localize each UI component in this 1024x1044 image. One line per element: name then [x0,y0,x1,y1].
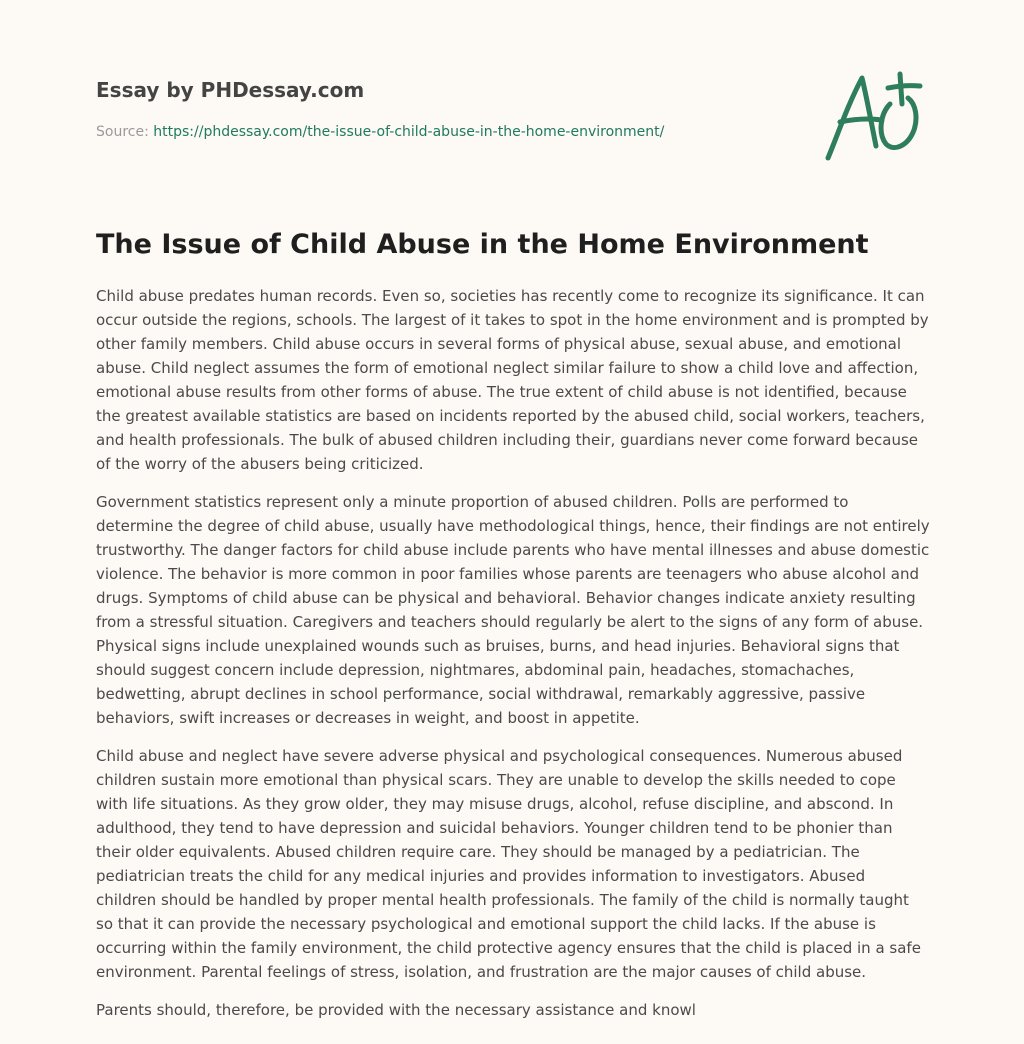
site-brand: Essay by PHDessay.com [96,78,365,102]
essay-paragraph: Government statistics represent only a minute proportion of abused children. Polls are performed to determine the degree of child abuse, usually have methodological things, hence, their findings are not entirely trustworthy. The danger factors for child abuse include parents who have mental illnesses and abuse domestic violence. The behavior is more common in poor families whose parents are teenagers who abuse alcohol and drugs. Symptoms of child abuse can be physical and behavioral. Behavior changes indicate anxiety resulting from a stressful situation. Caregivers and teachers should regularly be alert to the signs of any form of abuse. Physical signs include unexplained wounds such as bruises, burns, and head injuries. Behavioral signs that should suggest concern include depression, nightmares, abdominal pain, headaches, stomachaches, bedwetting, abrupt declines in school performance, social withdrawal, remarkably aggressive, passive behaviors, swift increases or decreases in weight, and boost in appetite. [96,493,930,727]
a-plus-grade-logo-icon [820,64,930,164]
source-link[interactable]: https://phdessay.com/the-issue-of-child-abuse-in-the-home-environment/ [153,124,665,140]
essay-paragraph: Child abuse and neglect have severe adverse physical and psychological consequences. Numerous abused children sustain more emotional than physical scars. They are unable to develop the skills needed to cope with life situations. As they grow older, they may misuse drugs, alcohol, refuse discipline, and abscond. In adulthood, they tend to have depression and suicidal behaviors. Younger children tend to be phonier than their older equivalents. Abused children require care. They should be managed by a pediatrician. The pediatrician treats the child for any medical injuries and provides information to investigators. Abused children should be handled by proper mental health professionals. The family of the child is normally taught so that it can provide the necessary psychological and emotional support the child lacks. If the abuse is occurring within the family environment, the child protective agency ensures that the child is placed in a safe environment. Parental feelings of stress, isolation, and frustration are the major causes of child abuse. [96,747,921,981]
source-line [96,122,776,142]
page-header [96,76,776,142]
essay-paragraph: Child abuse predates human records. Even so, societies has recently come to recognize its significance. It can occur outside the regions, schools. The largest of it takes to spot in the home environment and is prompted by other family members. Child abuse occurs in several forms of physical abuse, sexual abuse, and emotional abuse. Child neglect assumes the form of emotional neglect similar failure to show a child love and affection, emotional abuse results from other forms of abuse. The true extent of child abuse is not identified, because the greatest available statistics are based on incidents reported by the abused child, social workers, teachers, and health professionals. The bulk of abused children including their, guardians never come forward because of the worry of the abusers being criticized. [96,287,929,473]
essay-body [96,284,930,1036]
source-label: Source: [96,124,154,140]
essay-title: The Issue of Child Abuse in the Home Environment [96,229,869,260]
essay-paragraph: Parents should, therefore, be provided with the necessary assistance and knowl [96,1001,696,1019]
